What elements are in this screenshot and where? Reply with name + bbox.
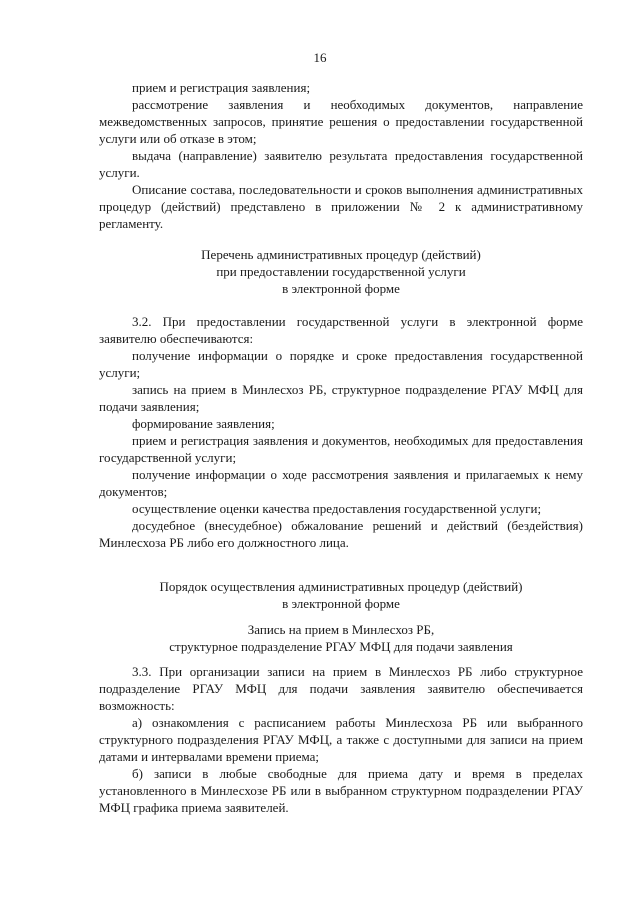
paragraph: прием и регистрация заявления и документов, необходимых для предоставления государственной услуги; [99, 433, 583, 465]
heading-line: в электронной форме [282, 281, 400, 296]
paragraph: прием и регистрация заявления; [132, 80, 311, 95]
paragraph: получение информации о порядке и сроке предоставления государственной услуги; [99, 348, 583, 380]
paragraph: Описание состава, последовательности и сроков выполнения административных процедур (действий) представлено в приложении № 2 к административному регламенту. [99, 182, 583, 231]
heading-line: Запись на прием в Минлесхоз РБ, [247, 622, 435, 637]
paragraph: досудебное (внесудебное) обжалование решений и действий (бездействия) Минлесхоза РБ либо его должностного лица. [99, 518, 583, 550]
heading-line: структурное подразделение РГАУ МФЦ для подачи заявления [169, 639, 513, 654]
heading-electronic-procedures [99, 578, 583, 612]
paragraph: получение информации о ходе рассмотрения заявления и прилагаемых к нему документов; [99, 467, 583, 499]
heading-line: в электронной форме [282, 596, 400, 611]
heading-procedures-list [99, 246, 583, 297]
section-top [99, 79, 583, 232]
paragraph: 3.3. При организации записи на прием в Минлесхоз РБ либо структурное подразделение РГАУ МФЦ для подачи заявления заявителю обеспечивается возможность: [99, 664, 583, 713]
section-mid [99, 313, 583, 551]
heading-line: Порядок осуществления административных процедур (действий) [159, 579, 523, 594]
paragraph: формирование заявления; [132, 416, 275, 431]
page-number: 16 [313, 50, 327, 65]
paragraph: а) ознакомления с расписанием работы Минлесхоза РБ или выбранного структурного подразделения РГАУ МФЦ, а также с доступными для записи на прием датами и интервалами времени приема; [99, 715, 583, 764]
paragraph: б) записи в любые свободные для приема дату и время в пределах установленного в Минлесхозе РБ или в выбранном структурном подразделении РГАУ МФЦ графика приема заявителей. [99, 766, 583, 815]
section-bottom [99, 663, 583, 816]
heading-line: Перечень административных процедур (действий) [201, 247, 481, 262]
heading-appointment [99, 621, 583, 655]
paragraph: осуществление оценки качества предоставления государственной услуги; [132, 501, 542, 516]
heading-line: при предоставлении государственной услуги [216, 264, 466, 279]
paragraph: 3.2. При предоставлении государственной услуги в электронной форме заявителю обеспечиваются: [99, 314, 583, 346]
paragraph: запись на прием в Минлесхоз РБ, структурное подразделение РГАУ МФЦ для подачи заявления; [99, 382, 583, 414]
paragraph: рассмотрение заявления и необходимых документов, направление межведомственных запросов, принятие решения о предоставлении государственной услуги или об отказе в этом; [99, 97, 583, 146]
paragraph: выдача (направление) заявителю результата предоставления государственной услуги. [99, 148, 583, 180]
